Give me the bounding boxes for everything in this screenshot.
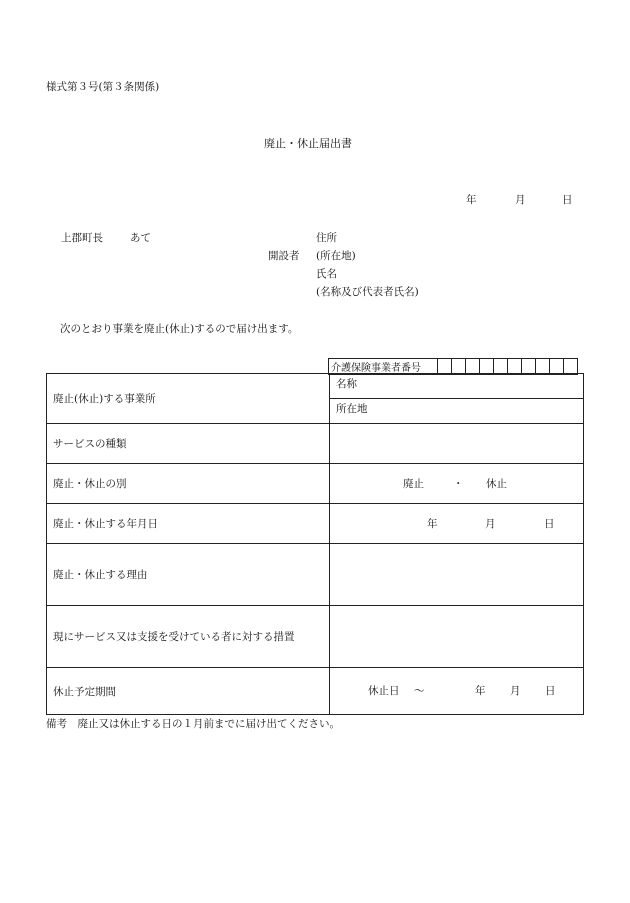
period-tilde: ～ xyxy=(414,685,425,697)
intro-text: 次のとおり事業を廃止(休止)するので届け出ます。 xyxy=(60,323,299,335)
reason-label: 廃止・休止する理由 xyxy=(47,544,330,606)
period-cell[interactable] xyxy=(330,668,584,715)
office-address-label: 所在地 xyxy=(336,403,368,415)
applicant-name-sub: (名称及び代表者氏名) xyxy=(316,286,419,298)
service-type-label: サービスの種類 xyxy=(47,424,330,464)
applicant-name: 氏名 xyxy=(316,268,337,280)
document-title: 廃止・休止届出書 xyxy=(264,137,352,150)
kind-cell[interactable] xyxy=(330,464,584,504)
applicant-address-sub: (所在地) xyxy=(316,250,356,262)
kind-label: 廃止・休止の別 xyxy=(47,464,330,504)
recipient-suffix: あて xyxy=(130,232,151,244)
remarks: 備考 廃止又は休止する日の１月前までに届け出てください。 xyxy=(46,718,340,730)
period-day: 日 xyxy=(545,685,556,697)
date-label: 廃止・休止する年月日 xyxy=(47,504,330,544)
period-month: 月 xyxy=(510,685,521,697)
period-label: 休止予定期間 xyxy=(47,668,330,715)
office-name-label: 名称 xyxy=(336,378,357,390)
date-cell[interactable] xyxy=(330,504,584,544)
date-year: 年 xyxy=(466,194,477,206)
reason-cell[interactable] xyxy=(330,544,584,606)
measures-cell[interactable] xyxy=(330,606,584,668)
office-address-cell[interactable] xyxy=(330,399,584,424)
kind-option-abolish[interactable]: 廃止 xyxy=(403,478,424,490)
insurance-number-label: 介護保険事業者番号 xyxy=(329,359,438,375)
period-start-label: 休止日 xyxy=(368,685,400,697)
recipient-name: 上郡町長 xyxy=(61,232,103,244)
service-type-cell[interactable] xyxy=(330,424,584,464)
main-form-table xyxy=(46,373,584,715)
kind-separator: ・ xyxy=(453,478,464,490)
office-name-cell[interactable] xyxy=(330,374,584,399)
applicant-label: 開設者 xyxy=(268,250,300,262)
date-cell-year: 年 xyxy=(427,518,438,530)
date-cell-day: 日 xyxy=(544,518,555,530)
form-label: 様式第３号(第３条関係) xyxy=(46,81,160,93)
applicant-address: 住所 xyxy=(316,232,337,244)
measures-label: 現にサービス又は支援を受けている者に対する措置 xyxy=(47,606,330,668)
date-day: 日 xyxy=(562,194,573,206)
period-year: 年 xyxy=(475,685,486,697)
date-cell-month: 月 xyxy=(485,518,496,530)
office-label: 廃止(休止)する事業所 xyxy=(47,374,330,424)
kind-option-suspend[interactable]: 休止 xyxy=(486,478,507,490)
date-month: 月 xyxy=(515,194,526,206)
